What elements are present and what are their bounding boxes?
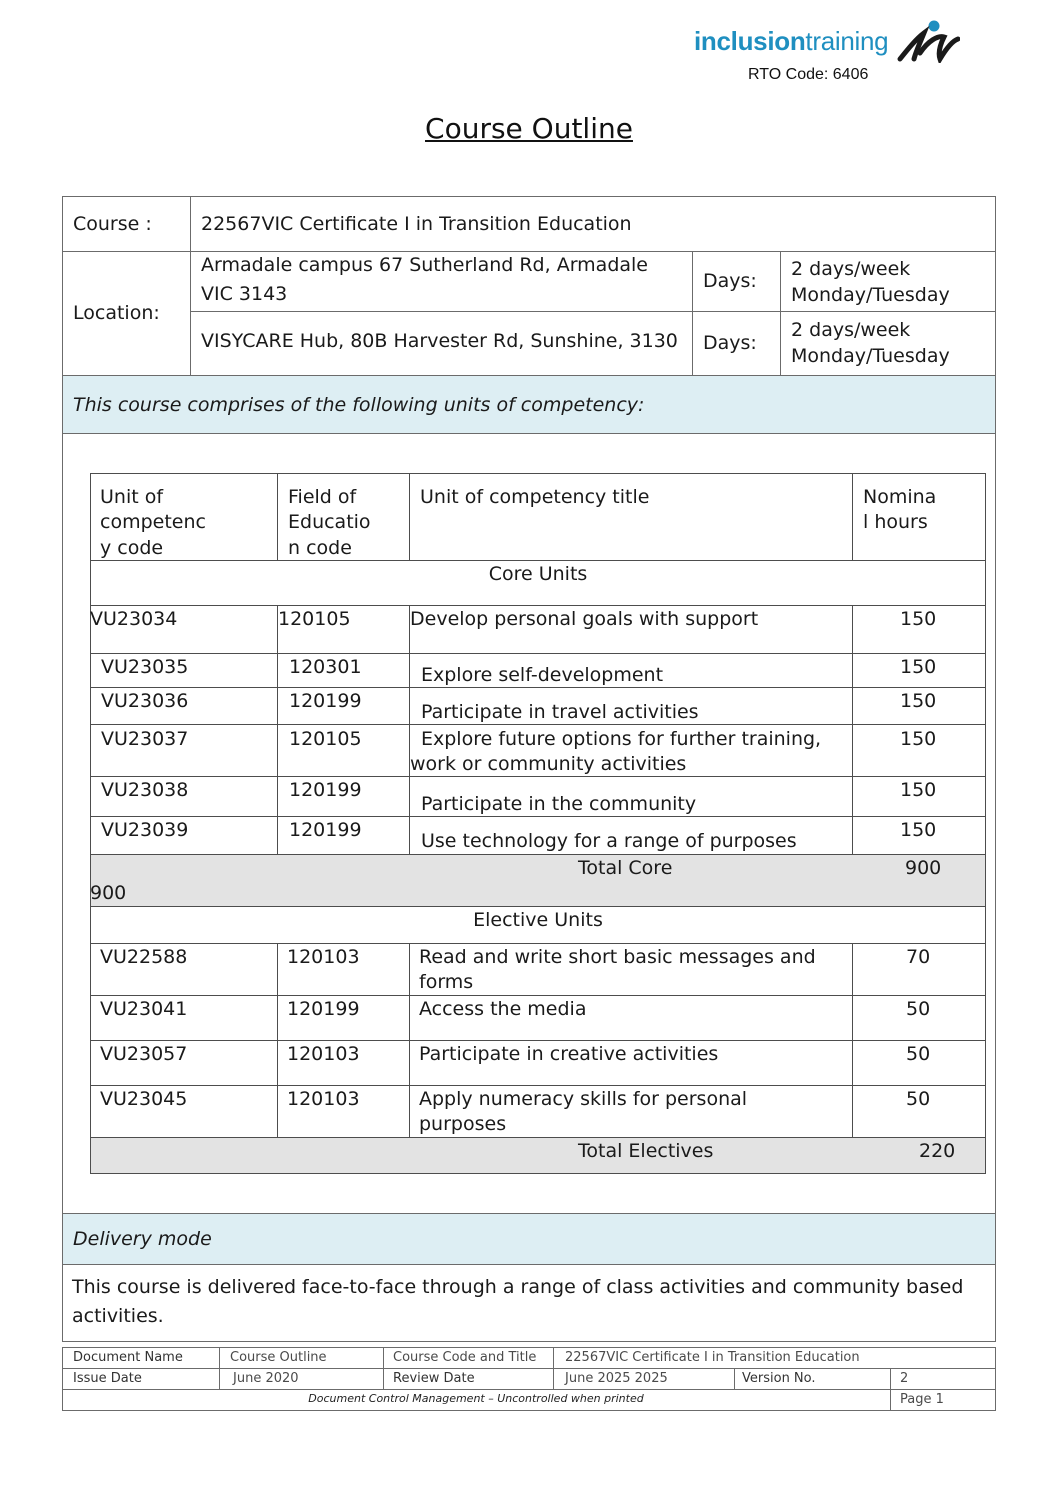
header-code-line1: Unit of xyxy=(100,486,164,508)
unit-title: Use technology for a range of purposes xyxy=(421,830,797,852)
table-rule xyxy=(852,943,853,1137)
nominal-hours: 70 xyxy=(906,946,931,968)
field-code: 120199 xyxy=(289,779,362,801)
nominal-hours: 50 xyxy=(906,1088,931,1110)
nominal-hours: 150 xyxy=(900,608,937,630)
header-title: Unit of competency title xyxy=(420,486,650,508)
days-value-divider xyxy=(780,251,781,375)
unit-title-line2: forms xyxy=(419,971,474,993)
table-rule xyxy=(90,854,986,855)
unit-code: VU22588 xyxy=(100,946,188,968)
page-number: Page 1 xyxy=(900,1392,944,1407)
logo-text-bold: inclusion xyxy=(694,25,806,56)
units-intro-text: This course comprises of the following units of competency: xyxy=(73,394,645,416)
total-electives-value: 220 xyxy=(919,1140,956,1162)
header-code-line2: competenc xyxy=(100,511,206,533)
issue-date-label: Issue Date xyxy=(73,1371,142,1386)
row-divider xyxy=(62,433,996,434)
table-rule xyxy=(90,1173,986,1174)
table-rule xyxy=(409,943,410,1137)
course-value: 22567VIC Certificate I in Transition Education xyxy=(201,213,632,235)
issue-date-value: June 2020 xyxy=(233,1371,299,1386)
unit-code: VU23036 xyxy=(101,690,189,712)
logo-text-light: training xyxy=(805,25,889,56)
footer-rule xyxy=(734,1368,735,1389)
unit-title: Apply numeracy skills for personal xyxy=(419,1088,748,1110)
company-logo xyxy=(694,18,960,64)
field-code: 120103 xyxy=(287,1088,360,1110)
unit-code: VU23037 xyxy=(101,728,189,750)
footer-rule xyxy=(219,1347,220,1389)
unit-title: Explore future options for further training, xyxy=(421,728,822,750)
table-rule xyxy=(409,473,410,560)
location-2-days-label: Days: xyxy=(703,332,757,354)
unit-title: Access the media xyxy=(419,998,587,1020)
footer-rule xyxy=(995,1347,996,1411)
unit-code: VU23041 xyxy=(100,998,188,1020)
location-2-line1: VISYCARE Hub, 80B Harvester Rd, Sunshine, 3130 xyxy=(201,330,678,352)
location-1-days-line2: Monday/Tuesday xyxy=(791,284,950,306)
field-code: 120199 xyxy=(289,819,362,841)
document-control-note: Document Control Management – Uncontrolled when printed xyxy=(308,1392,644,1405)
unit-code: VU23057 xyxy=(100,1043,188,1065)
unit-code: VU23045 xyxy=(100,1088,188,1110)
footer-rule xyxy=(383,1347,384,1389)
location-2-days-line1: 2 days/week xyxy=(791,319,911,341)
location-1-line2: VIC 3143 xyxy=(201,283,288,305)
total-core-wrap: 900 xyxy=(90,882,127,904)
row-divider xyxy=(62,375,996,376)
label-column-divider xyxy=(190,196,191,375)
rto-code: RTO Code: 6406 xyxy=(748,66,869,83)
location-1-days-line1: 2 days/week xyxy=(791,258,911,280)
field-code: 120199 xyxy=(287,998,360,1020)
days-column-divider xyxy=(692,251,693,375)
delivery-text-line2: activities. xyxy=(72,1305,164,1327)
review-date-label: Review Date xyxy=(393,1371,475,1386)
review-date-value: June 2025 2025 xyxy=(565,1371,668,1386)
unit-title: Participate in creative activities xyxy=(419,1043,719,1065)
logo-mark-icon xyxy=(894,19,960,63)
location-label: Location: xyxy=(73,302,160,324)
table-rule xyxy=(277,605,278,854)
total-core-value: 900 xyxy=(905,857,942,879)
table-rule xyxy=(90,1137,986,1138)
unit-title: Explore self-development xyxy=(421,664,664,686)
header-code-line3: y code xyxy=(100,537,164,559)
header-hours-line2: l hours xyxy=(863,511,928,533)
unit-title-line2: work or community activities xyxy=(410,753,687,775)
table-rule xyxy=(277,473,278,560)
delivery-text-line1: This course is delivered face-to-face through a range of class activities and community based xyxy=(72,1276,964,1298)
nominal-hours: 150 xyxy=(900,819,937,841)
doc-name-value: Course Outline xyxy=(230,1350,327,1365)
unit-title-line2: purposes xyxy=(419,1113,507,1135)
footer-rule xyxy=(62,1347,996,1348)
header-field-line3: n code xyxy=(288,537,352,559)
code-title-value: 22567VIC Certificate I in Transition Education xyxy=(565,1350,860,1365)
location-divider xyxy=(190,311,996,312)
nominal-hours: 50 xyxy=(906,1043,931,1065)
footer-rule xyxy=(553,1347,554,1389)
unit-title: Participate in travel activities xyxy=(421,701,699,723)
field-code: 120105 xyxy=(278,608,351,630)
elective-units-heading: Elective Units xyxy=(473,909,603,931)
core-units-heading: Core Units xyxy=(488,563,588,585)
version-label: Version No. xyxy=(742,1371,816,1386)
field-code: 120301 xyxy=(289,656,362,678)
unit-code: VU23035 xyxy=(101,656,189,678)
code-title-label: Course Code and Title xyxy=(393,1350,537,1365)
row-divider xyxy=(62,1264,996,1265)
location-1-line1: Armadale campus 67 Sutherland Rd, Armadale xyxy=(201,254,648,276)
course-label: Course : xyxy=(73,213,152,235)
version-value: 2 xyxy=(900,1371,909,1386)
doc-name-label: Document Name xyxy=(73,1350,183,1365)
total-electives-row xyxy=(90,1137,985,1173)
page-title: Course Outline xyxy=(425,112,633,145)
location-2-days-line2: Monday/Tuesday xyxy=(791,345,950,367)
delivery-mode-heading: Delivery mode xyxy=(73,1228,212,1250)
footer-rule xyxy=(62,1368,996,1369)
field-code: 120105 xyxy=(289,728,362,750)
nominal-hours: 50 xyxy=(906,998,931,1020)
nominal-hours: 150 xyxy=(900,690,937,712)
table-rule xyxy=(277,943,278,1137)
table-rule xyxy=(409,605,410,854)
footer-rule xyxy=(62,1389,996,1390)
total-electives-label: Total Electives xyxy=(578,1140,714,1162)
unit-title: Develop personal goals with support xyxy=(410,608,759,630)
unit-code: VU23039 xyxy=(101,819,189,841)
footer-rule xyxy=(890,1368,891,1411)
nominal-hours: 150 xyxy=(900,656,937,678)
header-hours-line1: Nomina xyxy=(863,486,937,508)
field-code: 120103 xyxy=(287,946,360,968)
nominal-hours: 150 xyxy=(900,728,937,750)
table-rule xyxy=(852,605,853,854)
total-core-row xyxy=(90,855,985,906)
location-1-days-label: Days: xyxy=(703,270,757,292)
field-code: 120103 xyxy=(287,1043,360,1065)
nominal-hours: 150 xyxy=(900,779,937,801)
footer-rule xyxy=(62,1410,996,1411)
header-field-line1: Field of xyxy=(288,486,357,508)
field-code: 120199 xyxy=(289,690,362,712)
row-divider xyxy=(62,1213,996,1214)
unit-code: VU23038 xyxy=(101,779,189,801)
unit-code: VU23034 xyxy=(90,608,178,630)
unit-title: Read and write short basic messages and xyxy=(419,946,816,968)
total-core-label: Total Core xyxy=(578,857,673,879)
table-rule xyxy=(852,473,853,560)
unit-title: Participate in the community xyxy=(421,793,697,815)
header-field-line2: Educatio xyxy=(288,511,371,533)
